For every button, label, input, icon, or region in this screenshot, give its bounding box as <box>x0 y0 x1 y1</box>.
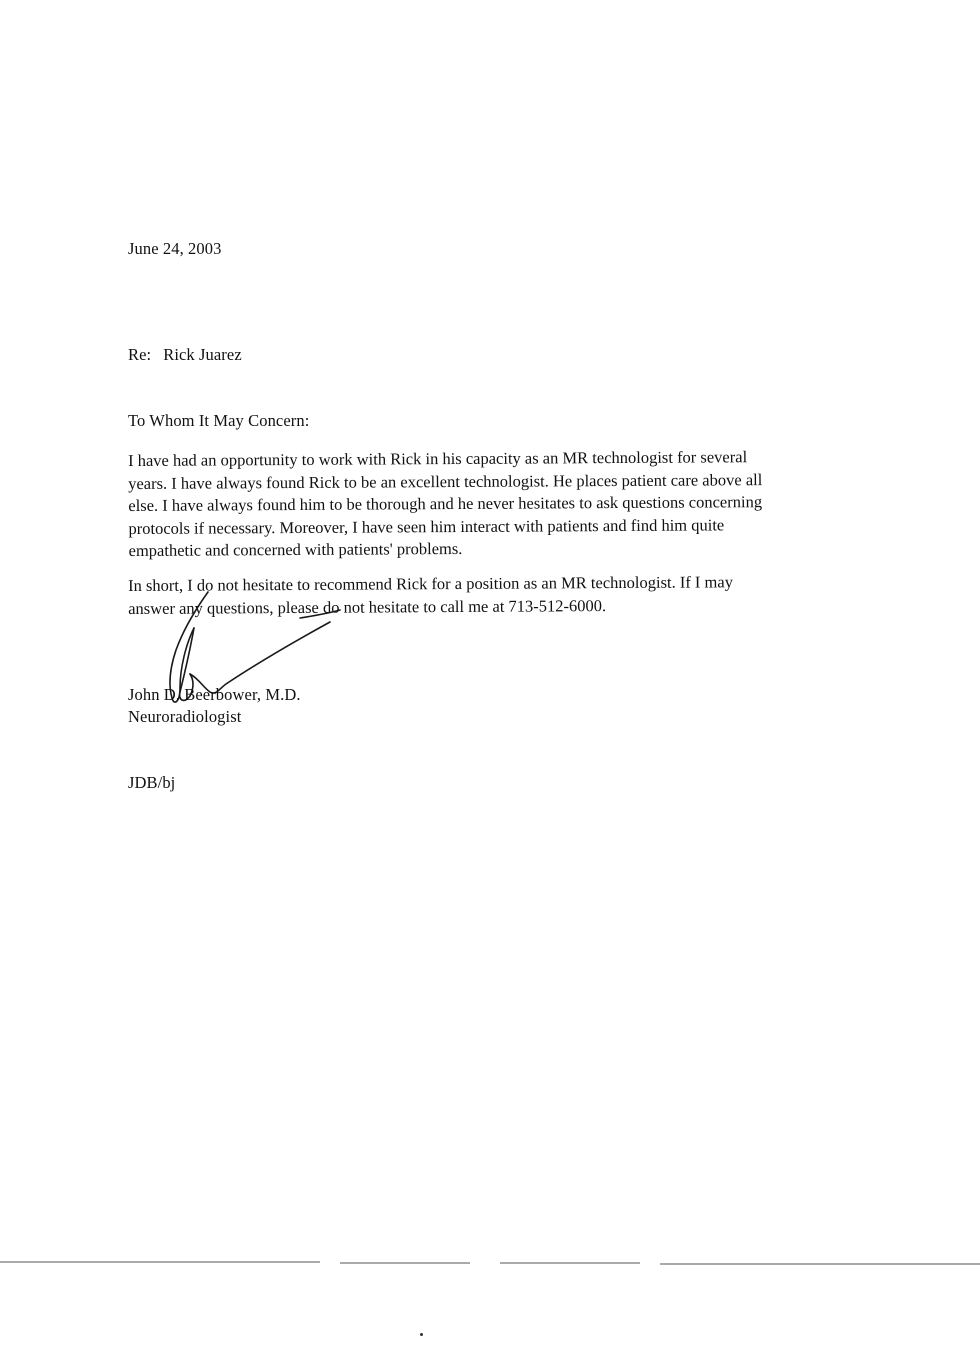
paragraph-line: I have had an opportunity to work with Rick in his capacity as an MR technologist for several <box>128 447 748 470</box>
paragraph-line: else. I have always found him to be thorough and he never hesitates to ask questions concerning <box>128 492 763 515</box>
reference-initials: JDB/bj <box>128 773 176 792</box>
paragraph-line: protocols if necessary. Moreover, I have seen him interact with patients and find him quite <box>128 514 725 538</box>
paragraph-line: answer any questions, please do not hesitate to call me at 713-512-6000. <box>128 595 607 618</box>
salutation: To Whom It May Concern: <box>128 411 310 430</box>
re-line <box>128 344 242 366</box>
signer-title: Neuroradiologist <box>128 707 242 726</box>
signer-name: John D. Beerbower, M.D. <box>128 685 301 704</box>
scan-speck <box>420 1333 423 1336</box>
paragraph-line: years. I have always found Rick to be an excellent technologist. He places patient care above all <box>128 469 763 493</box>
scan-fax-line <box>0 1258 980 1268</box>
body-paragraph-1 <box>128 446 849 563</box>
paragraph-line: In short, I do not hesitate to recommend Rick for a position as an MR technologist. If I may <box>128 572 734 595</box>
letter-date: June 24, 2003 <box>128 239 222 258</box>
re-subject: Rick Juarez <box>163 345 242 364</box>
re-label: Re: <box>128 345 152 364</box>
paragraph-line: empathetic and concerned with patients' problems. <box>128 538 463 560</box>
